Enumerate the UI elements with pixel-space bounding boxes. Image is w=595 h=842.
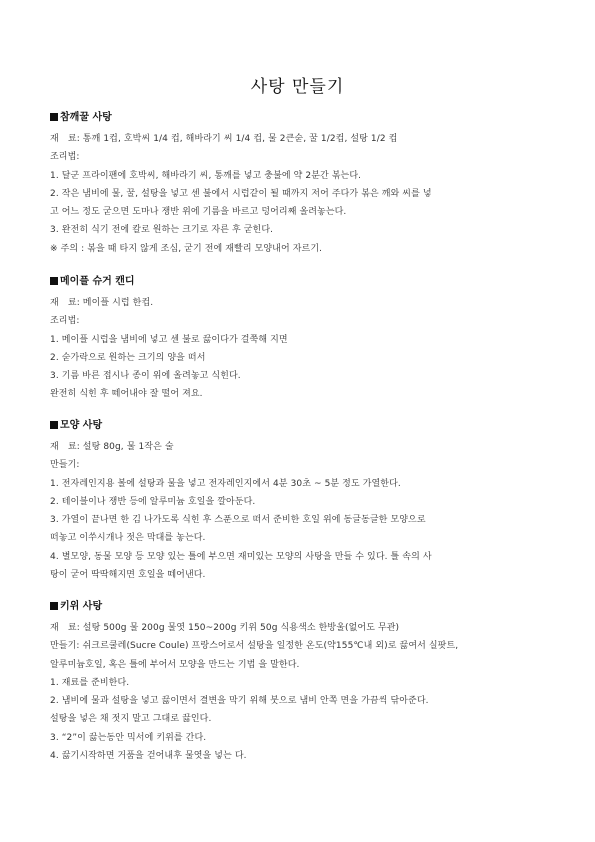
- section-heading-text: 키위 사탕: [60, 601, 103, 612]
- section-heading: [50, 419, 550, 433]
- square-bullet-icon: [50, 277, 58, 285]
- step-line: 2. 냄비에 물과 설탕을 넣고 끓이면서 결변을 막기 위해 붓으로 냄비 안쪽 면을 가끔씩 닦아준다.: [50, 696, 429, 707]
- section-sesame-honey-candy: [50, 111, 550, 258]
- square-bullet-icon: [50, 113, 58, 121]
- section-heading: [50, 275, 550, 289]
- step-line: 1. 메이플 시럽을 냄비에 넣고 센 불로 끓이다가 걸쭉해 지면: [50, 334, 288, 345]
- section-heading: [50, 111, 550, 125]
- square-bullet-icon: [50, 421, 58, 429]
- step-line: 3. “2”이 끓는동안 믹서에 키위를 간다.: [50, 732, 207, 743]
- section-heading-text: 메이플 슈거 캔디: [60, 276, 135, 287]
- step-line: 2. 작은 냄비에 물, 꿀, 설탕을 넣고 센 불에서 시럽같이 될 때까지 저어 주다가 볶은 깨와 씨를 넣: [50, 188, 432, 199]
- section-heading-text: 모양 사탕: [60, 420, 103, 431]
- section-heading: [50, 600, 550, 614]
- section-maple-sugar-candy: [50, 275, 550, 404]
- step-line: 1. 전자레인지용 볼에 설탕과 물을 넣고 전자레인지에서 4분 30초 ~ 5분 정도 가열한다.: [50, 478, 401, 489]
- step-line: 4. 끓기시작하면 거품을 걷어내후 물엿을 넣는 다.: [50, 751, 247, 762]
- step-line: 4. 별모양, 동물 모양 등 모양 있는 틀에 부으면 재미있는 모양의 사탕을 만들 수 있다. 틀 속의 사: [50, 551, 432, 562]
- section-heading-text: 참깨꿀 사탕: [60, 112, 112, 123]
- step-line: 3. 기름 바른 접시나 종이 위에 올려놓고 식힌다.: [50, 371, 241, 382]
- ingredients-line: 재 료: 메이플 시럽 한컵.: [50, 298, 154, 308]
- step-line: 2. 숟가락으로 원하는 크기의 양을 떠서: [50, 352, 206, 363]
- method-label: 조리법:: [50, 152, 80, 163]
- step-line: 설탕을 넣은 채 젓지 말고 그대로 끓인다.: [50, 714, 212, 725]
- square-bullet-icon: [50, 602, 58, 610]
- ingredients-line: 재 료: 설탕 500g 물 200g 물엿 150~200g 키위 50g 식용색소 한방울(없어도 무관): [50, 623, 400, 633]
- method-line: 알루미늄호일, 혹은 틀에 부어서 모양을 만드는 기법 을 말한다.: [50, 659, 300, 670]
- method-label: 조리법:: [50, 316, 80, 327]
- step-line: 탕이 굳어 딱딱해지면 호일을 떼어낸다.: [50, 570, 206, 581]
- step-line: 고 어느 정도 굳으면 도마나 쟁반 위에 기름을 바르고 덩어리째 올려놓는다.: [50, 207, 347, 218]
- step-line: 1. 재료를 준비한다.: [50, 677, 130, 688]
- ingredients-line: 재 료: 통깨 1컵, 호박씨 1/4 컵, 해바라기 씨 1/4 컵, 물 2큰숟, 꿀 1/2컵, 설탕 1/2 컵: [50, 134, 398, 144]
- note-line: 완전히 식힌 후 떼어내야 잘 떨어 져요.: [50, 389, 203, 400]
- page-title: 사탕 만들기: [250, 77, 345, 97]
- section-kiwi-candy: [50, 600, 550, 765]
- step-line: 3. 완전히 식기 전에 칼로 원하는 크기로 자른 후 굳힌다.: [50, 225, 274, 236]
- step-line: 3. 가열이 끝나면 한 김 나가도록 식힌 후 스푼으로 떠서 준비한 호일 위에 동글동글한 모양으로: [50, 515, 426, 526]
- section-shaped-candy: [50, 419, 550, 584]
- step-line: 2. 테이블이나 쟁반 등에 알루미늄 호일을 깔아둔다.: [50, 496, 256, 507]
- step-line: 떠놓고 이쑤시개나 젓은 막대를 놓는다.: [50, 533, 206, 544]
- ingredients-line: 재 료: 설탕 80g, 물 1작은 술: [50, 442, 174, 452]
- method-line: 만들기: 쉬크르쿨레(Sucre Coule) 프랑스어로서 설탕을 일정한 온도(약155℃내 외)로 끓여서 실팟트,: [50, 641, 459, 652]
- step-line: 1. 달군 프라이팬에 호박씨, 해바라기 씨, 통깨를 넣고 충불에 약 2분간 볶는다.: [50, 170, 362, 181]
- note-line: ※ 주의 : 볶을 때 타지 않게 조심, 굳기 전에 재빨리 모양내어 자르기.: [50, 243, 323, 254]
- method-label: 만들기:: [50, 460, 80, 471]
